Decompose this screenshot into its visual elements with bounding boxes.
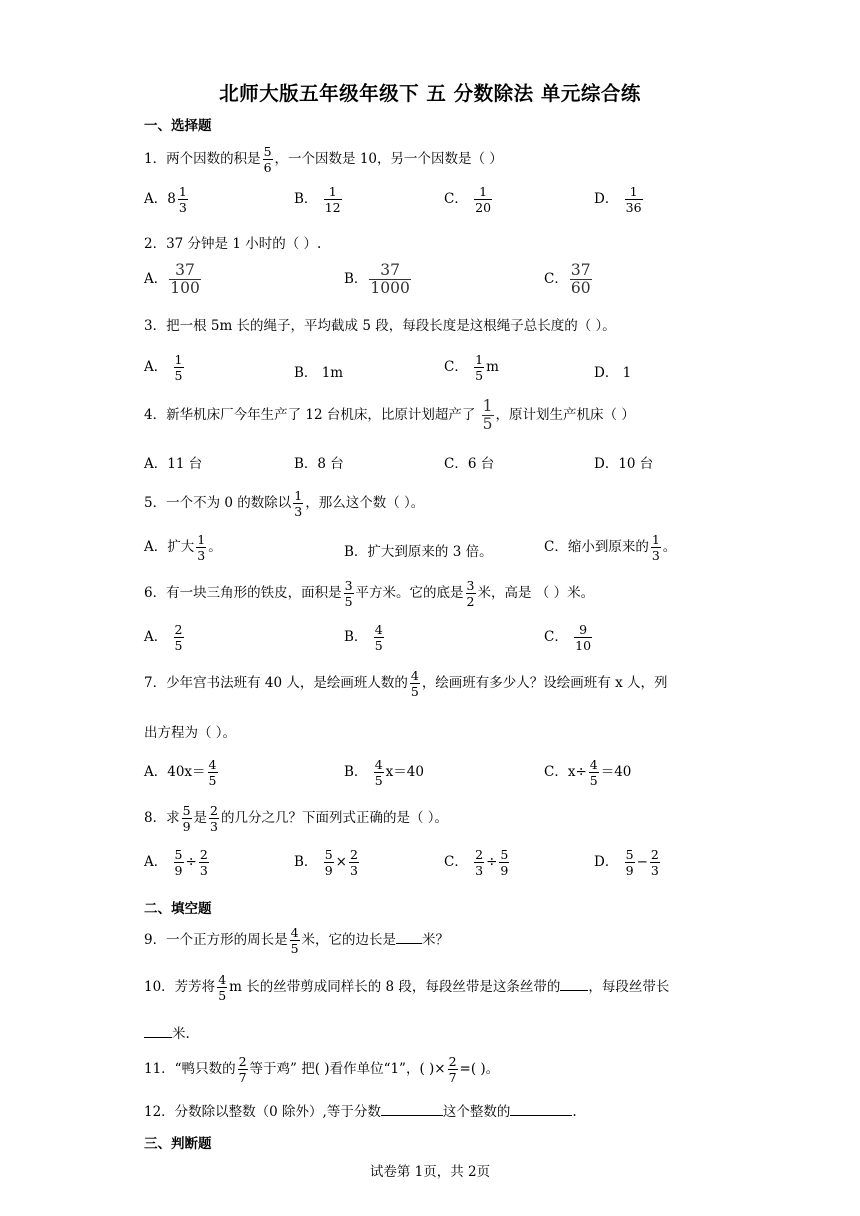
answer-blank[interactable]: [144, 1025, 172, 1038]
q5-option-c[interactable]: C．缩小到原来的 $\frac{1}{3}$ 。: [544, 532, 677, 563]
answer-blank[interactable]: [396, 931, 422, 944]
question-7: 7．少年宫书法班有 40 人，是绘画班人数的 $\frac{4}{5}$ ，绘画班有多少人？设绘画班有 x 人，列: [144, 668, 668, 699]
question-8: 8．求 $\frac{5}{9}$ 是 $\frac{2}{3}$ 的几分之几？下面列式正确的是（ ）。: [144, 803, 449, 834]
q6-option-a[interactable]: A． $\frac{2}{5}$: [144, 622, 183, 653]
page-footer: 试卷第 1页，共 2页: [369, 1164, 491, 1180]
q2-option-a[interactable]: A． $\frac{37}{100}$: [144, 261, 200, 297]
q8-option-b[interactable]: B． $\frac{5}{9}$ × $\frac{2}{3}$: [294, 847, 358, 878]
section-heading-fill: 二、填空题: [144, 901, 212, 917]
section-heading-judge: 三、判断题: [144, 1136, 212, 1152]
q1-option-a[interactable]: A．8 $\frac{1}{3}$: [144, 184, 187, 215]
question-10-line2: 米.: [144, 1022, 190, 1042]
q1-option-d[interactable]: D． $\frac{1}{36}$: [594, 184, 642, 215]
q7-option-b[interactable]: B． $\frac{4}{5}$ x＝40: [344, 757, 424, 788]
page-title: 北师大版五年级年级下 五 分数除法 单元综合练: [219, 82, 641, 105]
question-2: 2．37 分钟是 1 小时的（ ）.: [144, 236, 322, 252]
q5-option-b[interactable]: B．扩大到原来的 3 倍。: [344, 544, 493, 560]
q8-option-d[interactable]: D． $\frac{5}{9}$ − $\frac{2}{3}$: [594, 847, 659, 878]
answer-blank[interactable]: [510, 1103, 572, 1116]
q4-option-c[interactable]: C．6 台: [444, 456, 495, 472]
q1-option-b[interactable]: B． $\frac{1}{12}$: [294, 184, 341, 215]
question-11: 11．“鸭只数的 $\frac{2}{7}$ 等于鸡” 把( )看作单位“1”，( )× $\frac{2}{7}$ =( )。: [144, 1054, 500, 1085]
q4-option-a[interactable]: A．11 台: [144, 456, 203, 472]
section-heading-choice: 一、选择题: [144, 118, 212, 134]
q2-option-c[interactable]: C． $\frac{37}{60}$: [544, 261, 591, 297]
question-1: 1．两个因数的积是 $\frac{5}{6}$ ，一个因数是 10，另一个因数是（ ）: [144, 144, 503, 175]
question-9: 9．一个正方形的周长是 $\frac{4}{5}$ 米，它的边长是 米？: [144, 925, 450, 956]
q1-option-c[interactable]: C． $\frac{1}{20}$: [444, 184, 492, 215]
q3-option-c[interactable]: C． $\frac{1}{5}$ m: [444, 352, 499, 383]
fraction: $\frac{5}{6}$: [263, 144, 272, 175]
question-4: 4．新华机床厂今年生产了 12 台机床，比原计划超产了 $\frac{1}{5}$ ，原计划生产机床（ ）: [144, 397, 635, 433]
answer-blank[interactable]: [381, 1103, 443, 1116]
q3-option-d[interactable]: D． 1: [594, 365, 632, 381]
q4-option-d[interactable]: D．10 台: [594, 456, 654, 472]
q2-option-b[interactable]: B． $\frac{37}{1000}$: [344, 261, 410, 297]
q7-option-c[interactable]: C．x÷ $\frac{4}{5}$ ＝40: [544, 757, 632, 788]
question-3: 3．把一根 5m 长的绳子，平均截成 5 段，每段长度是这根绳子总长度的（ ）。: [144, 318, 616, 334]
q8-option-c[interactable]: C． $\frac{2}{3}$ ÷ $\frac{5}{9}$: [444, 847, 509, 878]
answer-blank[interactable]: [560, 978, 588, 991]
q8-option-a[interactable]: A． $\frac{5}{9}$ ÷ $\frac{2}{3}$: [144, 847, 208, 878]
q7-option-a[interactable]: A．40x＝ $\frac{4}{5}$: [144, 757, 217, 788]
question-12: 12．分数除以整数（0 除外）,等于分数 这个整数的 .: [144, 1104, 577, 1120]
q5-option-a[interactable]: A．扩大 $\frac{1}{3}$ 。: [144, 532, 222, 563]
question-6: 6．有一块三角形的铁皮，面积是 $\frac{3}{5}$ 平方米。它的底是 $\frac{3}{2}$ 米，高是 （ ）米。: [144, 578, 595, 609]
q6-option-b[interactable]: B． $\frac{4}{5}$: [344, 622, 383, 653]
q3-option-a[interactable]: A． $\frac{1}{5}$: [144, 352, 183, 383]
q4-option-b[interactable]: B．8 台: [294, 456, 344, 472]
question-7-line2: 出方程为（ ）。: [144, 725, 237, 741]
q3-option-b[interactable]: B． 1m: [294, 365, 344, 381]
question-5: 5．一个不为 0 的数除以 $\frac{1}{3}$ ，那么这个数（ ）。: [144, 488, 425, 519]
q6-option-c[interactable]: C． $\frac{9}{10}$: [544, 622, 592, 653]
question-10: 10．芳芳将 $\frac{4}{5}$ m 长的丝带剪成同样长的 8 段，每段丝带是这条丝带的 ，每段丝带长: [144, 972, 670, 1003]
